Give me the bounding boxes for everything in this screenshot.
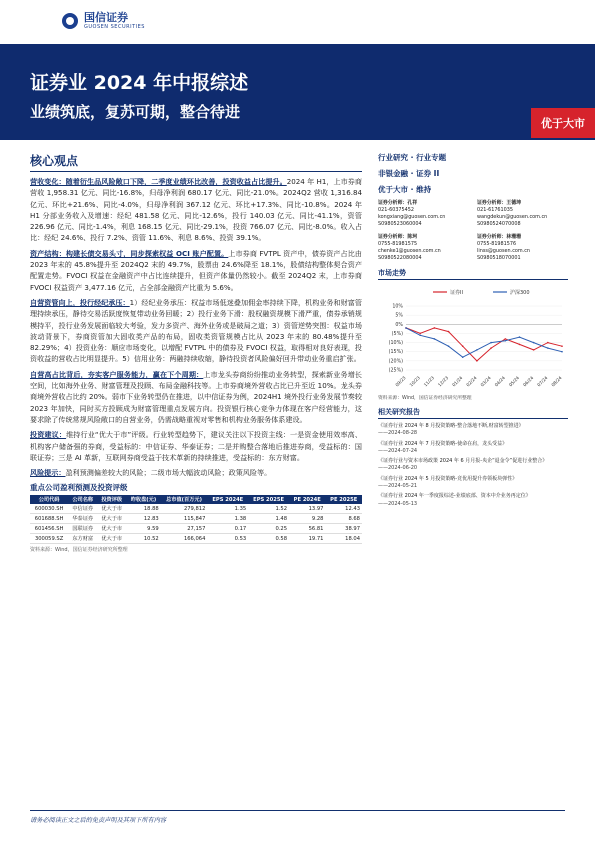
analyst-card	[378, 234, 469, 262]
x-tick-label: 04/24	[494, 375, 507, 389]
forecast-table	[30, 495, 362, 544]
x-tick-label: 05/24	[508, 375, 521, 389]
table-cell: 8.68	[325, 514, 362, 524]
table-header-row	[30, 495, 362, 504]
analyst-phone: 0755-81981575	[378, 241, 418, 247]
y-tick-label: (25%)	[388, 368, 403, 374]
y-tick-label: (15%)	[388, 350, 403, 356]
core-views-title: 核心观点	[30, 152, 362, 172]
table-header-cell: EPS 2024E	[207, 495, 248, 504]
analyst-email: linss@guosen.com.cn	[477, 248, 530, 254]
logo-en: GUOSEN SECURITIES	[84, 24, 145, 30]
table-cell: 国联证券	[68, 524, 97, 534]
table-cell: 18.88	[126, 504, 161, 514]
related-report[interactable]	[378, 458, 568, 473]
report-title[interactable]: 《证券行业与资本市场政策 2024 年 6 月月报-央企“退金令”促进行业整合》	[378, 458, 548, 465]
table-cell: 166,064	[161, 534, 208, 544]
core-views-column	[30, 152, 362, 553]
analyst-phone: 0755-81981576	[477, 241, 517, 247]
paragraph-0	[30, 176, 362, 244]
table-cell: 0.53	[207, 534, 248, 544]
table-header-cell: 公司代码	[30, 495, 68, 504]
series-point	[490, 342, 492, 344]
paragraph-body: 2024 年 H1，上市券商营收 1,958.31 亿元、同比-16.8%，归母净利润 680.17 亿元、同比-21.0%。2024Q2 营收 1,316.84 亿元、环比+21.6%、同比-4.0%，归母净利润 367.12 亿元、环比+17.3%、同比-10.8%。2024 年 H1 分部业务收入及增速：经纪 481.58 亿元、同比-12.6%，投行 140.03 亿元、同比-41.1%，资管 226.96 亿元、同比-1.4%，利息 168.15 亿元、同比-29.1%，投资 766.07 亿元、同比-8.0%。收入占比：经纪 24.6%、投行 7.2%、资管 11.6%、利息 8.6%、投资 39.1%。	[30, 177, 362, 243]
table-header-cell: PE 2024E	[289, 495, 325, 504]
series-point	[476, 349, 478, 351]
table-source: 资料来源：Wind，国信证券经济研究所整理	[30, 547, 128, 554]
analyst-card	[477, 200, 568, 228]
x-tick-label: 07/24	[536, 375, 550, 389]
paragraph-body: 维持行业“优大于市”评级。行业转型趋势下，建议关注以下投资主线：一是资金使用效率高、机构客户储备强的券商，受益标的：中信证券、华泰证券；二是并购整合落地后推进券商，受益标的：国联证券；三是 AI 革新，互联网券商受益于技术革新的持续推进，受益标的：东方财富。	[30, 430, 362, 462]
table-cell: 1.38	[207, 514, 248, 524]
analyst-phone: 021-61761035	[477, 207, 513, 213]
series-point	[533, 342, 535, 344]
series-point	[561, 351, 563, 353]
report-title: 证券业 2024 年中报综述	[30, 72, 249, 94]
table-cell: 10.52	[126, 534, 161, 544]
analyst-name: 证券分析师：王德坤	[477, 200, 522, 206]
table-cell: 27,157	[161, 524, 208, 534]
company-logo	[62, 12, 145, 30]
y-tick-label: (5%)	[391, 331, 403, 337]
series-point	[504, 340, 506, 342]
table-cell: 38.97	[325, 524, 362, 534]
y-tick-label: 5%	[395, 313, 403, 319]
report-title[interactable]: 《证券行业 2024 年 8 月投资策略-整合落地不断,财富转型推进》	[378, 423, 524, 429]
analyst-email: wangdekun@guosen.com.cn	[477, 214, 548, 220]
table-cell: 9.28	[289, 514, 325, 524]
chart-source: 资料来源：Wind，国信证券经济研究所整理	[378, 396, 472, 401]
paragraph-heading: 自营高占比背后，夯实客户服务能力，赢在下个周期：	[30, 369, 204, 379]
table-cell: 华泰证券	[68, 514, 97, 524]
table-cell: 1.48	[248, 514, 289, 524]
paragraph-1	[30, 248, 362, 293]
x-tick-label: 11/23	[423, 375, 436, 389]
analyst-phone: 021-60375452	[378, 207, 414, 213]
y-tick-label: (20%)	[388, 359, 403, 365]
analyst-cert: S0980523060004	[378, 221, 422, 227]
paragraph-body: 盈利预测偏差较大的风险；二级市场大幅波动风险；政策风险等。	[65, 468, 272, 478]
table-cell: 1.35	[207, 504, 248, 514]
series-point	[561, 345, 563, 347]
table-row	[30, 514, 362, 524]
series-point	[533, 349, 535, 351]
table-cell: 19.71	[289, 534, 325, 544]
x-tick-label: 01/24	[451, 375, 465, 389]
y-tick-label: (10%)	[388, 341, 403, 347]
paragraph-body: 上市券商 FVTPL 资产中，债券资产占比由 2023 年末的 45.8%提升至 2024Q2 末的 49.7%，股票由 24.6%降至 18.1%，股债结构整体契合资产配置走势。FVOCI 权益在金融资产中占比连续提升，但资产体量仍然较小。截至 2024Q2 末，上市券商 FVOCI 权益资产 3,477.16 亿元，占全部金融资产比重为 5.6%。	[30, 248, 362, 292]
series-point	[448, 331, 450, 333]
paragraph-3	[30, 369, 362, 425]
report-date: ——2024-05-13	[378, 500, 418, 507]
report-date: ——2024-07-24	[378, 447, 418, 454]
paragraph-body: 上市龙头券商纷纷推动业务转型，探索新业务增长空间，比如海外业务、财富管理及投顾、布局金融科技等。上市券商境外营收占比已升至近 10%。龙头券商境外营收占比约 20%。弱市下业务转型仍在推进，以中信证券为例，2024H1 境外投行业务发展节奏较 2023 年加快，同时买方投顾成为财富管理重点发展方向。投资银行核心竞争力体现在客户经营能力，这要求除了传统常规风险敞口的自营业务，仍需战略重视对零售和机构业务服务体系建设。	[30, 369, 363, 424]
table-cell: 601456.SH	[30, 524, 68, 534]
table-header-cell: EPS 2025E	[248, 495, 289, 504]
series-point	[462, 345, 464, 347]
series-point	[519, 336, 521, 338]
report-title[interactable]: 《证券行业 2024 年 5 月投资策略-竞优用提升券领板块弹性》	[378, 475, 518, 482]
analyst-cert: S0980518070001	[477, 255, 521, 261]
legend-label: 证券II	[450, 290, 463, 296]
series-point	[547, 342, 549, 344]
table-body	[30, 504, 362, 544]
table-cell: 优大于市	[97, 534, 126, 544]
table-cell: 0.25	[248, 524, 289, 534]
analyst-grid	[378, 200, 568, 262]
table-cell: 12.83	[126, 514, 161, 524]
table-title: 重点公司盈利预测及投资评级	[30, 483, 128, 493]
table-cell: 18.04	[325, 534, 362, 544]
series-point	[519, 344, 521, 346]
related-report[interactable]	[378, 493, 568, 508]
title-banner	[0, 44, 595, 140]
x-tick-label: 12/23	[437, 375, 450, 389]
report-title[interactable]: 《证券行业 2024 年 7 月投资策略-使命在肩，龙头受益》	[378, 440, 508, 447]
report-date: ——2024-06-20	[378, 465, 418, 472]
market-trend-title: 市场走势	[378, 268, 568, 280]
analyst-name: 证券分析师：孔祥	[378, 200, 418, 206]
table-cell: 115,847	[161, 514, 208, 524]
paragraph-heading: 自营资管向上，投行经纪承压：	[30, 297, 130, 307]
chart-svg	[378, 284, 568, 392]
related-reports-title: 相关研究报告	[378, 407, 568, 419]
series-point	[419, 333, 421, 335]
analyst-cert: S0980522080004	[378, 255, 422, 261]
table-cell: 中信证券	[68, 504, 97, 514]
report-list	[378, 423, 568, 508]
table-header-cell: 总市值(百万元)	[161, 495, 208, 504]
paragraph-list	[30, 176, 362, 478]
analyst-email: chenke1@guosen.com.cn	[378, 248, 441, 254]
disclaimer-footer: 请务必阅读正文之后的免责声明及其项下所有内容	[30, 810, 565, 824]
x-tick-label: 10/23	[409, 375, 422, 389]
series-point	[547, 347, 549, 349]
y-tick-label: 0%	[395, 322, 403, 328]
analyst-card	[378, 200, 469, 228]
related-report[interactable]	[378, 476, 568, 491]
series-point	[434, 338, 436, 340]
table-cell: 601688.SH	[30, 514, 68, 524]
report-date: ——2024-08-28	[378, 430, 418, 437]
analyst-email: kongxiang@guosen.com.cn	[378, 214, 446, 220]
table-cell: 1.52	[248, 504, 289, 514]
report-date: ——2024-05-21	[378, 483, 418, 490]
table-cell: 300059.SZ	[30, 534, 68, 544]
x-tick-label: 09/23	[395, 375, 408, 389]
analyst-name: 证券分析师：林珊珊	[477, 234, 522, 240]
related-report[interactable]	[378, 441, 568, 456]
table-header-cell: 投资评级	[97, 495, 126, 504]
x-tick-label: 03/24	[480, 375, 493, 389]
table-cell: 12.43	[325, 504, 362, 514]
paragraph-heading: 风险提示：	[30, 468, 66, 478]
table-cell: 优大于市	[97, 504, 126, 514]
table-header-cell: PE 2025E	[325, 495, 362, 504]
sidebar-column	[378, 152, 568, 511]
report-subtitle: 业绩筑底，复苏可期，整合待进	[30, 103, 241, 121]
table-cell: 0.58	[248, 534, 289, 544]
market-trend-chart	[378, 284, 568, 392]
table-cell: 9.59	[126, 524, 161, 534]
paragraph-heading: 资产结构：构建长债交易头寸，同步探索权益 OCI 账户配置。	[30, 248, 229, 258]
table-row	[30, 534, 362, 544]
paragraph-heading: 营收变化：随着衍生品风险敞口下降，二季度业绩环比改善，投资收益占比提升。	[30, 177, 287, 186]
series-point	[462, 356, 464, 358]
table-cell: 优大于市	[97, 514, 126, 524]
analyst-card	[477, 234, 568, 262]
logo-icon	[62, 13, 78, 29]
report-title[interactable]: 《证券行业 2024 年一季度报综述-业绩底部、资本中介业务再定位》	[378, 493, 531, 500]
y-tick-label: 10%	[392, 304, 403, 310]
series-point	[434, 327, 436, 329]
category-line: 行业研究 · 行业专题	[378, 153, 447, 162]
table-row	[30, 504, 362, 514]
table-cell: 0.17	[207, 524, 248, 534]
x-tick-label: 06/24	[522, 375, 536, 389]
paragraph-5	[30, 467, 362, 478]
series-point	[405, 327, 407, 329]
table-header-cell: 昨收盘(元)	[126, 495, 161, 504]
analyst-name: 证券分析师：陈珂	[378, 234, 418, 240]
table-row	[30, 524, 362, 534]
paragraph-2	[30, 297, 362, 365]
paragraph-heading: 投资建议：	[30, 430, 67, 440]
series-point	[448, 345, 450, 347]
logo-cn: 国信证券	[84, 11, 128, 24]
series-point	[490, 347, 492, 349]
rating-line: 优于大市 · 维持	[378, 185, 432, 194]
table-header-cell: 公司名称	[68, 495, 97, 504]
table-cell: 56.81	[289, 524, 325, 534]
table-cell: 600030.SH	[30, 504, 68, 514]
series-point	[419, 334, 421, 336]
table-cell: 13.97	[289, 504, 325, 514]
x-tick-label: 02/24	[466, 375, 479, 389]
series-point	[476, 360, 478, 362]
paragraph-4	[30, 429, 362, 463]
industry-line: 非银金融 · 证券 II	[378, 169, 440, 178]
x-tick-label: 08/24	[551, 375, 564, 389]
series-point	[504, 338, 506, 340]
table-cell: 优大于市	[97, 524, 126, 534]
related-report[interactable]	[378, 423, 568, 438]
rating-tag: 优于大市	[531, 108, 595, 138]
table-cell: 279,812	[161, 504, 208, 514]
legend-label: 沪深300	[510, 290, 530, 296]
table-cell: 东方财富	[68, 534, 97, 544]
paragraph-body: 1）经纪业务承压：权益市场低迷叠加佣金率持续下降，机构业务和财富管理持续承压，静待交易活跃度恢复带动业务回暖；2）投行业务下滑：股权融资规模下滑严重，债券承销规模持平，投行业务发展面临较大考验，发力多资产、海外业务或是破局之道；3）资管逆势突围：权益市场波动背景下，券商资管加大固收类产品的布局，固收类资管规模占比从 2023 年末的 80.48%提升至 82.29%；4）投资业务：顺应市场变化，以增配 FVTPL 中的债券及 FVOCI 权益，取得相对良好表现，投资收益的营收占比明显提升。5）信用业务：两融持续收缩，静待投资者风险偏好回升带动业务重启扩张。	[30, 297, 362, 364]
analyst-cert: S0980524070008	[477, 221, 521, 227]
